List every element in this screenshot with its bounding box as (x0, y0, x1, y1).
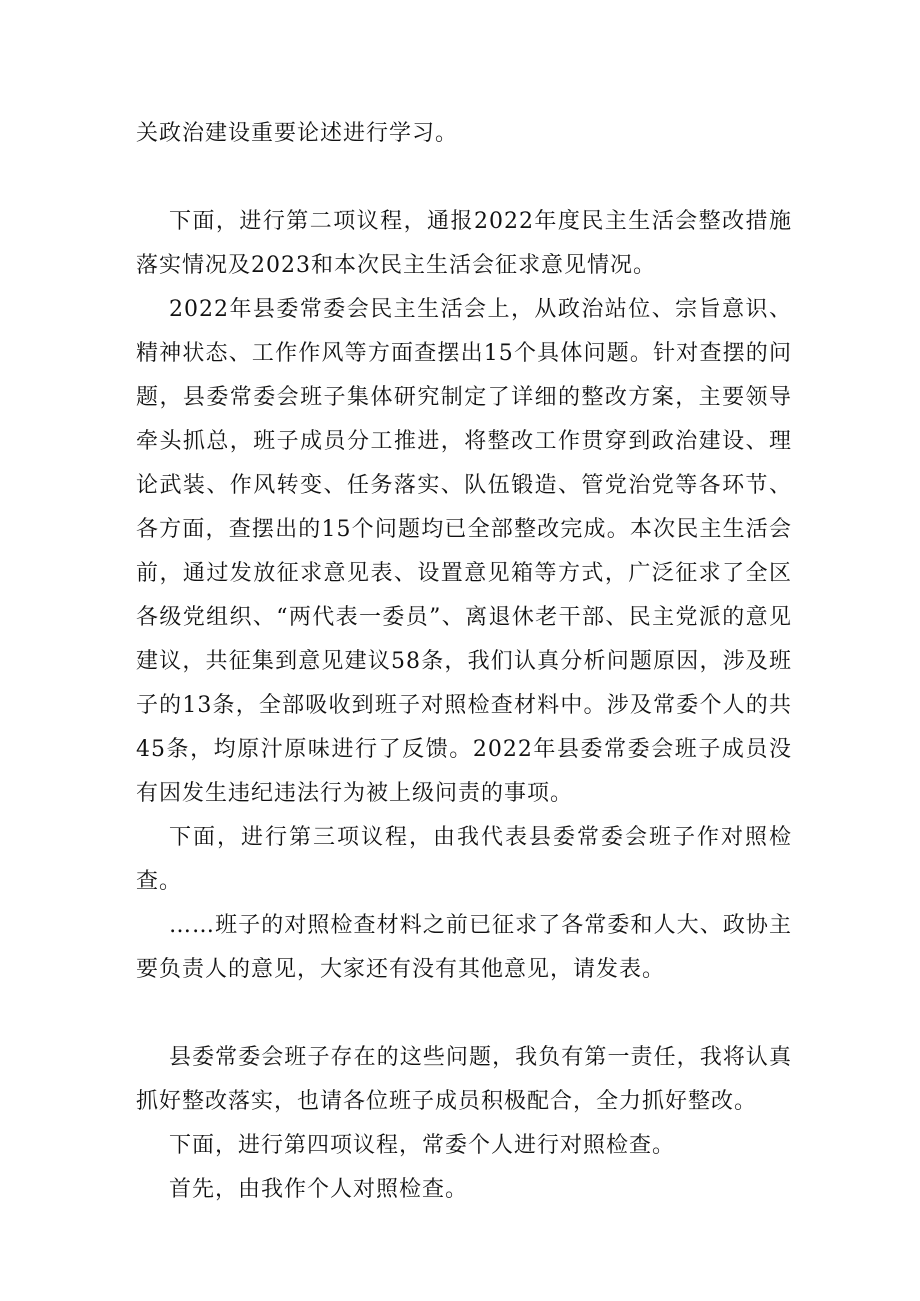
paragraph-gap (136, 992, 792, 1036)
document-body (136, 112, 792, 1212)
paragraph-fourth-agenda: 下面，进行第四项议程，常委个人进行对照检查。 (169, 1133, 676, 1158)
paragraph-third-agenda: 下面，进行第三项议程，由我代表县委常委会班子作对照检查。 (136, 825, 792, 894)
paragraph-responsibility: 县委常委会班子存在的这些问题，我负有第一责任，我将认真抓好整改落实，也请各位班子成员积极配合，全力抓好整改。 (136, 1045, 792, 1114)
paragraph-continuation: 关政治建设重要论述进行学习。 (136, 121, 459, 146)
paragraph-request-opinions: ……班子的对照检查材料之前已征求了各常委和人大、政协主要负责人的意见，大家还有没有其他意见，请发表。 (136, 913, 792, 982)
paragraph-personal-check: 首先，由我作个人对照检查。 (169, 1177, 469, 1202)
paragraph-rectification-report: 2022年县委常委会民主生活会上，从政治站位、宗旨意识、精神状态、工作作风等方面查摆出15个具体问题。针对查摆的问题，县委常委会班子集体研究制定了详细的整改方案，主要领导牵头抓总，班子成员分工推进，将整改工作贯穿到政治建设、理论武装、作风转变、任务落实、队伍锻造、管党治党等各环节、各方面，查摆出的15个问题均已全部整改完成。本次民主生活会前，通过发放征求意见表、设置意见箱等方式，广泛征求了全区各级党组织、“两代表一委员”、离退休老干部、民主党派的意见建议，共征集到意见建议58条，我们认真分析问题原因，涉及班子的13条，全部吸收到班子对照检查材料中。涉及常委个人的共45条，均原汁原味进行了反馈。2022年县委常委会班子成员没有因发生违纪违法行为被上级问责的事项。 (136, 297, 792, 806)
paragraph-second-agenda: 下面，进行第二项议程，通报2022年度民主生活会整改措施落实情况及2023和本次民主生活会征求意见情况。 (136, 209, 792, 278)
paragraph-gap (136, 156, 792, 200)
